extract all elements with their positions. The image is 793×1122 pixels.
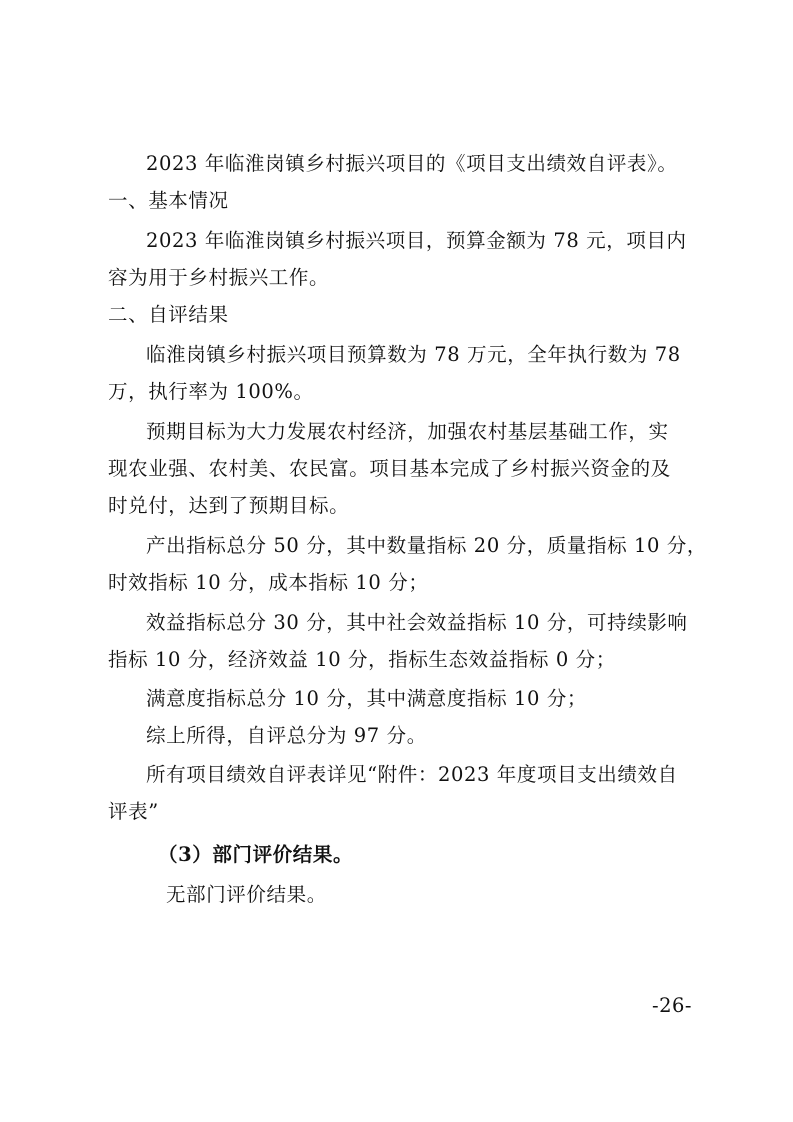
budget-paragraph-line: 万，执行率为 100%。: [108, 380, 314, 403]
output-indicator-line: 时效指标 10 分，成本指标 10 分；: [108, 571, 429, 594]
section-heading-basic-info: 一、基本情况: [108, 189, 229, 212]
goal-paragraph-line: 预期目标为大力发展农村经济，加强农村基层基础工作，实: [146, 420, 669, 443]
section-heading-self-eval: 二、自评结果: [108, 303, 229, 326]
intro-line: 2023 年临淮岗镇乡村振兴项目的《项目支出绩效自评表》。: [146, 152, 678, 175]
output-indicator-line: 产出指标总分 50 分，其中数量指标 20 分，质量指标 10 分，: [146, 534, 708, 557]
budget-paragraph-line: 临淮岗镇乡村振兴项目预算数为 78 万元，全年执行数为 78: [146, 343, 681, 366]
goal-paragraph-line: 现农业强、农村美、农民富。项目基本完成了乡村振兴资金的及: [108, 457, 671, 480]
goal-paragraph-line: 时兑付，达到了预期目标。: [108, 494, 350, 517]
benefit-indicator-line: 指标 10 分，经济效益 10 分，指标生态效益指标 0 分；: [108, 648, 616, 671]
attachment-reference-line: 所有项目绩效自评表详见“附件：2023 年度项目支出绩效自: [146, 763, 678, 786]
basic-info-paragraph-line: 容为用于乡村振兴工作。: [108, 266, 330, 289]
satisfaction-indicator-line: 满意度指标总分 10 分，其中满意度指标 10 分；: [146, 687, 588, 710]
dept-eval-text: 无部门评价结果。: [166, 883, 327, 906]
section-heading-dept-eval: （3）部门评价结果。: [158, 843, 354, 866]
page-number: -26-: [652, 994, 692, 1017]
benefit-indicator-line: 效益指标总分 30 分，其中社会效益指标 10 分，可持续影响: [146, 611, 688, 634]
basic-info-paragraph-line: 2023 年临淮岗镇乡村振兴项目，预算金额为 78 元，项目内: [146, 229, 687, 252]
attachment-reference-line: 评表”: [108, 800, 159, 823]
total-score-line: 综上所得，自评总分为 97 分。: [146, 724, 427, 747]
